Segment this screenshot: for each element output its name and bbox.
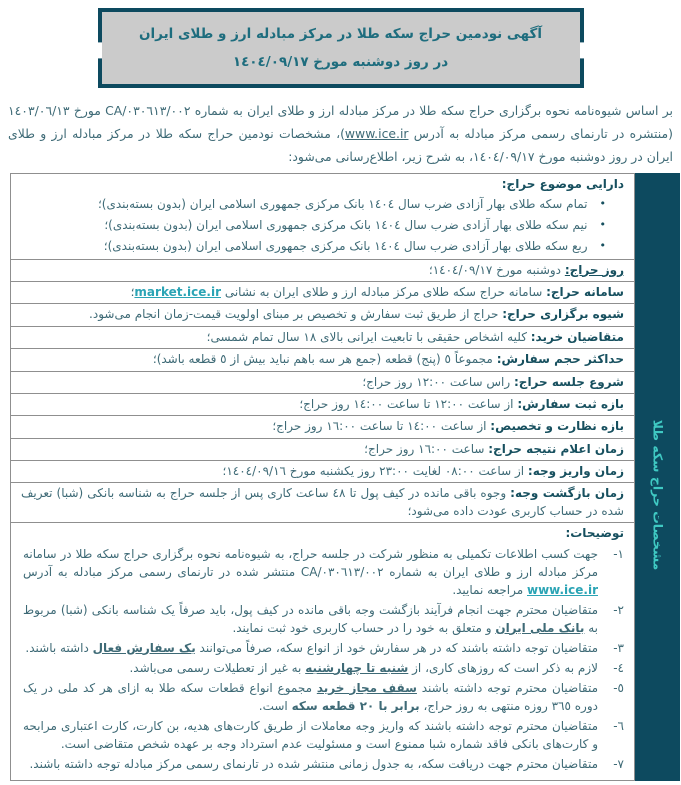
text-segment: کلیه اشخاص حقیقی با تابعیت ایرانی بالای ١٨ سال تمام شمسی؛ bbox=[206, 329, 527, 344]
row-label: شیوه برگزاری حراج: bbox=[502, 307, 624, 322]
note-item bbox=[21, 545, 624, 599]
table-row bbox=[11, 349, 634, 371]
table-row bbox=[11, 260, 634, 282]
row-label: روز حراج: bbox=[564, 262, 624, 277]
text-segment: CA/٠٣٠٦١٣/٠٠٢ bbox=[300, 564, 384, 579]
table-row bbox=[11, 461, 634, 483]
text-segment: متقاضیان محترم توجه داشته باشند bbox=[416, 680, 598, 695]
note-number: ٧- bbox=[613, 756, 624, 771]
row-label: سامانه حراج: bbox=[546, 284, 624, 299]
table-row bbox=[11, 327, 634, 349]
note-text bbox=[21, 545, 598, 599]
sidebar-vertical-label: مشخصات حراج سکه طلا bbox=[650, 420, 665, 571]
bullet-text: نیم سکه طلای بهار آزادی ضرب سال ١٤٠٤ بانک مرکزی جمهوری اسلامی ایران (بدون بسته‌بندی)؛ bbox=[104, 217, 588, 232]
text-segment: داشته باشند. bbox=[25, 640, 93, 655]
bullet-icon: • bbox=[599, 217, 606, 231]
text-segment: است. bbox=[258, 698, 292, 713]
text-segment: به غیر از تعطیلات رسمی می‌باشد. bbox=[129, 660, 306, 675]
text-segment: متقاضیان محترم جهت دریافت سکه، به جدول زمانی منتشر شده در تارنمای رسمی مرکز مبادله توجه داشته باشند. bbox=[29, 756, 598, 771]
row-label: بازه ثبت سفارش: bbox=[517, 396, 624, 411]
bullet-text: ربع سکه طلای بهار آزادی ضرب سال ١٤٠٤ بانک مرکزی جمهوری اسلامی ایران (بدون بسته‌بندی)؛ bbox=[103, 238, 588, 253]
text-segment: یک سفارش فعال bbox=[92, 640, 196, 655]
bullet-icon: • bbox=[599, 196, 606, 210]
table-row bbox=[11, 416, 634, 438]
bullet-item bbox=[21, 194, 624, 215]
table-row bbox=[11, 394, 634, 416]
text-segment: متقاضیان توجه داشته باشند که در هر سفارش خود از انواع سکه، صرفاً می‌توانند bbox=[195, 640, 598, 655]
text-segment: بر اساس شیوه‌نامه نحوه برگزاری حراج سکه طلا در مرکز مبادله ارز و طلای ایران به شماره bbox=[190, 103, 673, 118]
text-segment: مورخ ١٤٠٣/٠٦/١٣ (منتشره در تارنمای رسمی مرکز مبادله به آدرس bbox=[8, 103, 673, 142]
bullet-item bbox=[21, 236, 624, 257]
note-item bbox=[21, 755, 624, 773]
note-item bbox=[21, 659, 624, 677]
text-segment: از ساعت ١٤:٠٠ تا ساعت ١٦:٠٠ روز حراج؛ bbox=[272, 419, 487, 434]
row-label: شروع جلسه حراج: bbox=[514, 374, 624, 389]
intro-paragraph bbox=[8, 99, 673, 168]
bullet-item bbox=[21, 215, 624, 236]
inline-link[interactable]: www.ice.ir bbox=[526, 582, 598, 597]
text-segment: ساعت ١٦:٠٠ روز حراج؛ bbox=[364, 441, 485, 456]
text-segment: دوشنبه مورخ ١٤٠٤/٠٩/١٧؛ bbox=[428, 262, 562, 277]
row-label: زمان اعلام نتیجه حراج: bbox=[488, 441, 624, 456]
text-segment: راس ساعت ١٢:٠٠ روز حراج؛ bbox=[362, 374, 511, 389]
text-segment: متقاضیان محترم توجه داشته باشند که واریز وجه معاملات از طریق کارت‌های هدیه، بن کارت، کارت اعتباری مرابحه و کارت‌های بانکی فاقد شماره شبا ممنوع است و مسئولیت عدم استرداد وجه بر عهده شخص متقاضی است. bbox=[23, 718, 598, 751]
text-segment: و متعلق به خود را در حساب کاربری خود ثبت نمایند. bbox=[232, 620, 496, 635]
note-item bbox=[21, 639, 624, 657]
bullet-text: تمام سکه طلای بهار آزادی ضرب سال ١٤٠٤ بانک مرکزی جمهوری اسلامی ایران (بدون بسته‌بندی)؛ bbox=[97, 196, 588, 211]
text-segment: )، مشخصات نودمین حراج سکه طلا در مرکز مبادله ارز و طلای ایران در روز دوشنبه مورخ ١٤٠٤/٠٩/١٧، به شرح زیر، اطلاع‌رسانی می‌شود: bbox=[8, 126, 673, 165]
row-label: زمان واریز وجه: bbox=[527, 464, 624, 479]
text-segment: مجموعاً ٥ (پنج) قطعه (جمع هر سه باهم نباید بیش از ٥ قطعه باشد)؛ bbox=[152, 352, 493, 367]
bullet-icon: • bbox=[599, 238, 606, 252]
inline-link[interactable]: www.ice.ir bbox=[344, 126, 409, 142]
row-label: زمان بازگشت وجه: bbox=[510, 486, 624, 501]
text-segment: مجموع انواع قطعات سکه طلا به ازای هر کد ملی در یک دوره ٣٦٥ روزه منتهی به روز حراج، bbox=[23, 680, 598, 713]
table-row bbox=[11, 523, 634, 780]
note-number: ٦- bbox=[613, 718, 624, 733]
auction-table-content bbox=[10, 173, 635, 781]
auction-table bbox=[10, 173, 680, 781]
text-segment: سقف مجاز خرید bbox=[316, 680, 417, 695]
table-row bbox=[11, 304, 634, 326]
table-row bbox=[11, 282, 634, 304]
announcement-title: آگهی نودمین حراج سکه طلا در مرکز مبادله ارز و طلای ایران bbox=[139, 26, 542, 42]
table-row bbox=[11, 372, 634, 394]
table-row bbox=[11, 174, 634, 259]
announcement-header bbox=[98, 8, 584, 88]
text-segment: ؛ bbox=[130, 284, 135, 299]
row-label: حداکثر حجم سفارش: bbox=[496, 352, 624, 367]
table-row bbox=[11, 439, 634, 461]
text-segment: لازم به ذکر است که روزهای کاری، از bbox=[408, 660, 598, 675]
row-label: متقاضیان خرید: bbox=[530, 329, 624, 344]
note-number: ٣- bbox=[613, 640, 624, 655]
note-text bbox=[21, 679, 598, 715]
text-segment: شنبه تا چهارشنبه bbox=[305, 660, 409, 675]
text-segment: حراج از طریق ثبت سفارش و تخصیص بر مبنای اولویت قیمت-زمان انجام می‌شود. bbox=[89, 307, 499, 322]
text-segment: مراجعه نمایید. bbox=[452, 582, 527, 597]
note-text bbox=[21, 659, 598, 677]
sidebar-specs-band bbox=[635, 173, 680, 781]
note-text bbox=[21, 755, 598, 773]
text-segment: از ساعت ٠٨:٠٠ لغایت ٢٣:٠٠ روز یکشنبه مورخ ١٤٠٤/٠٩/١٦؛ bbox=[222, 464, 525, 479]
text-segment: برابر با ٢٠ قطعه سکه bbox=[291, 698, 420, 713]
note-number: ٤- bbox=[613, 660, 624, 675]
text-segment: وجوه باقی مانده در کیف پول تا ٤٨ ساعت کاری پس از جلسه حراج به شناسه بانکی (شبا) تعریف شده در حساب کاربری عودت داده می‌شود؛ bbox=[21, 486, 624, 518]
note-text bbox=[21, 717, 598, 753]
text-segment: جهت کسب اطلاعات تکمیلی به منظور شرکت در جلسه حراج، به شیوه‌نامه نحوه برگزاری حراج سکه طلا در سامانه مرکز مبادله ارز و طلای ایران به شماره bbox=[23, 546, 598, 579]
note-item bbox=[21, 717, 624, 753]
note-text bbox=[21, 639, 598, 657]
text-segment: منتشر شده در تارنمای رسمی مرکز مبادله به آدرس bbox=[23, 564, 301, 579]
row-label: توضیحات: bbox=[565, 526, 624, 541]
row-label: بازه نظارت و تخصیص: bbox=[490, 419, 624, 434]
note-text bbox=[21, 601, 598, 637]
row-label: دارایی موضوع حراج: bbox=[501, 177, 624, 192]
text-segment: سامانه حراج سکه طلای مرکز مبادله ارز و طلای ایران به نشانی bbox=[221, 284, 543, 299]
note-number: ٥- bbox=[613, 680, 624, 695]
note-number: ١- bbox=[613, 546, 624, 561]
note-item bbox=[21, 601, 624, 637]
inline-link[interactable]: market.ice.ir bbox=[134, 284, 221, 299]
table-row bbox=[11, 483, 634, 523]
note-item bbox=[21, 679, 624, 715]
text-segment: بانک ملی ایران bbox=[495, 620, 585, 635]
announcement-date: در روز دوشنبه مورخ ١٤٠٤/٠٩/١٧ bbox=[232, 54, 449, 70]
text-segment: CA/٠٣٠٦١٣/٠٠٢ bbox=[105, 103, 191, 118]
note-number: ٢- bbox=[613, 602, 624, 617]
text-segment: از ساعت ١٢:٠٠ تا ساعت ١٤:٠٠ روز حراج؛ bbox=[299, 396, 514, 411]
text-segment: متقاضیان محترم جهت انجام فرآیند بازگشت وجه باقی مانده در کیف پول، باید صرفاً یک شناسه بانکی (شبا) مربوط به bbox=[23, 602, 598, 635]
